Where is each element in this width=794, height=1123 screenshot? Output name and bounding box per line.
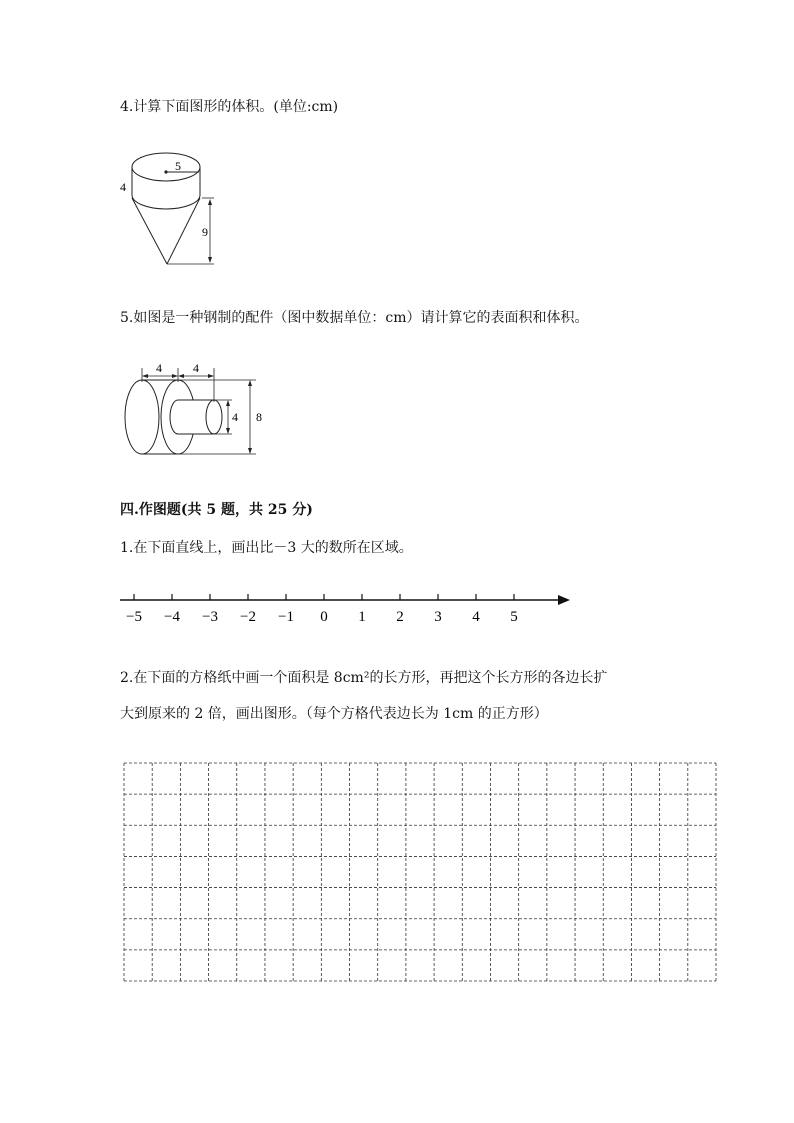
number-line-label: −2	[240, 609, 256, 625]
cylinder-height-label: 4	[120, 180, 126, 194]
cylinder-top-ellipse	[132, 153, 200, 181]
cone-right-edge	[167, 198, 200, 264]
cone-height-arrow-top	[208, 199, 212, 205]
number-line[interactable]	[118, 588, 578, 628]
number-line-label: 0	[320, 609, 328, 625]
number-line-arrow	[558, 595, 570, 605]
outer-left-ellipse	[125, 380, 159, 454]
outer-diameter-label: 8	[256, 410, 262, 424]
section-title: 四.作图题(共 5 题，共 25 分)	[120, 502, 313, 518]
radius-label: 5	[175, 159, 181, 173]
number-line-label: −3	[202, 609, 218, 625]
cone-height-label: 9	[202, 225, 208, 239]
inner-right-face	[206, 400, 222, 434]
cylinder-cone-figure	[118, 148, 228, 283]
cone-height-arrow-bottom	[208, 257, 212, 263]
inner-diameter-label: 4	[232, 410, 238, 424]
draw-question-2-line1: 2.在下面的方格纸中画一个面积是 8cm²的长方形，再把这个长方形的各边长扩	[120, 670, 608, 686]
number-line-label: −5	[126, 609, 142, 625]
draw-question-2-line2: 大到原来的 2 倍，画出图形。（每个方格代表边长为 1cm 的正方形）	[120, 706, 548, 722]
number-line-label: 5	[510, 609, 518, 625]
inner-length-label: 4	[193, 361, 199, 375]
draw-question-1-text: 1.在下面直线上，画出比－3 大的数所在区域。	[120, 540, 413, 556]
number-line-label: −1	[278, 609, 294, 625]
number-line-label: −4	[164, 609, 180, 625]
number-line-label: 2	[396, 609, 404, 625]
number-line-label: 1	[358, 609, 366, 625]
question-4-text: 4.计算下面图形的体积。(单位:cm)	[120, 99, 339, 115]
steel-part-figure	[122, 360, 272, 460]
number-line-label: 4	[472, 609, 480, 625]
number-line-label: 3	[434, 609, 442, 625]
question-5-text: 5.如图是一种钢制的配件（图中数据单位：cm）请计算它的表面积和体积。	[120, 310, 589, 326]
cone-left-edge	[132, 198, 167, 264]
cylinder-bottom-arc	[132, 195, 200, 209]
square-grid-paper[interactable]	[123, 762, 717, 982]
outer-length-label: 4	[156, 361, 162, 375]
